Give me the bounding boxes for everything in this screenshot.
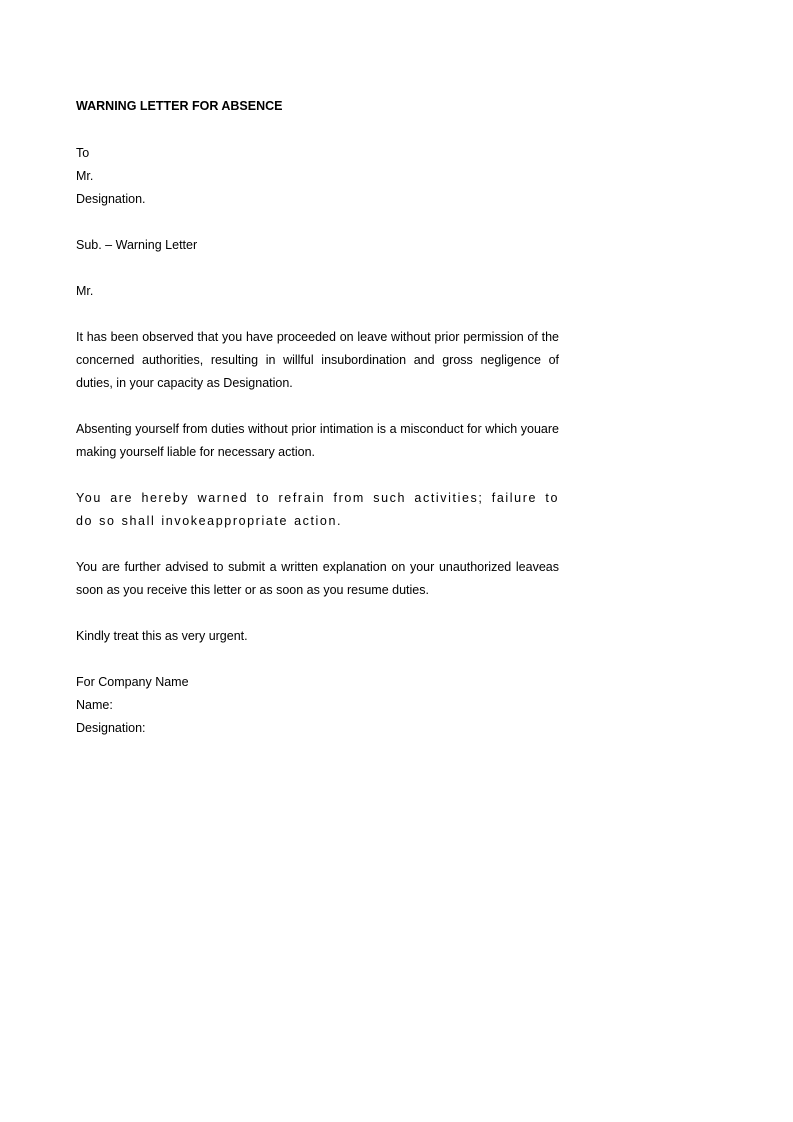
signature-designation: Designation: — [76, 721, 146, 735]
recipient-name: Mr. — [76, 169, 94, 183]
subject-line: Sub. – Warning Letter — [76, 238, 198, 252]
paragraph-urgent: Kindly treat this as very urgent. — [76, 629, 248, 643]
paragraph-warning: You are hereby warned to refrain from such activities; failure to do so shall invokeappropriate action. — [76, 491, 559, 528]
signature-name: Name: — [76, 698, 113, 712]
letter-title: WARNING LETTER FOR ABSENCE — [76, 99, 283, 113]
recipient-designation: Designation. — [76, 192, 146, 206]
recipient-block — [76, 142, 559, 211]
paragraph-misconduct: Absenting yourself from duties without prior intimation is a misconduct for which youare making yourself liable for necessary action. — [76, 422, 559, 459]
recipient-to: To — [76, 146, 90, 160]
paragraph-observation: It has been observed that you have proceeded on leave without prior permission of the concerned authorities, resulting in willful insubordination and gross negligence of duties, in your capacity as Designation. — [76, 330, 559, 390]
letter-page — [76, 96, 559, 740]
signature-block — [76, 671, 559, 740]
salutation: Mr. — [76, 284, 94, 298]
signature-company: For Company Name — [76, 675, 189, 689]
paragraph-explanation: You are further advised to submit a written explanation on your unauthorized leaveas soon as you receive this letter or as soon as you resume duties. — [76, 560, 559, 597]
